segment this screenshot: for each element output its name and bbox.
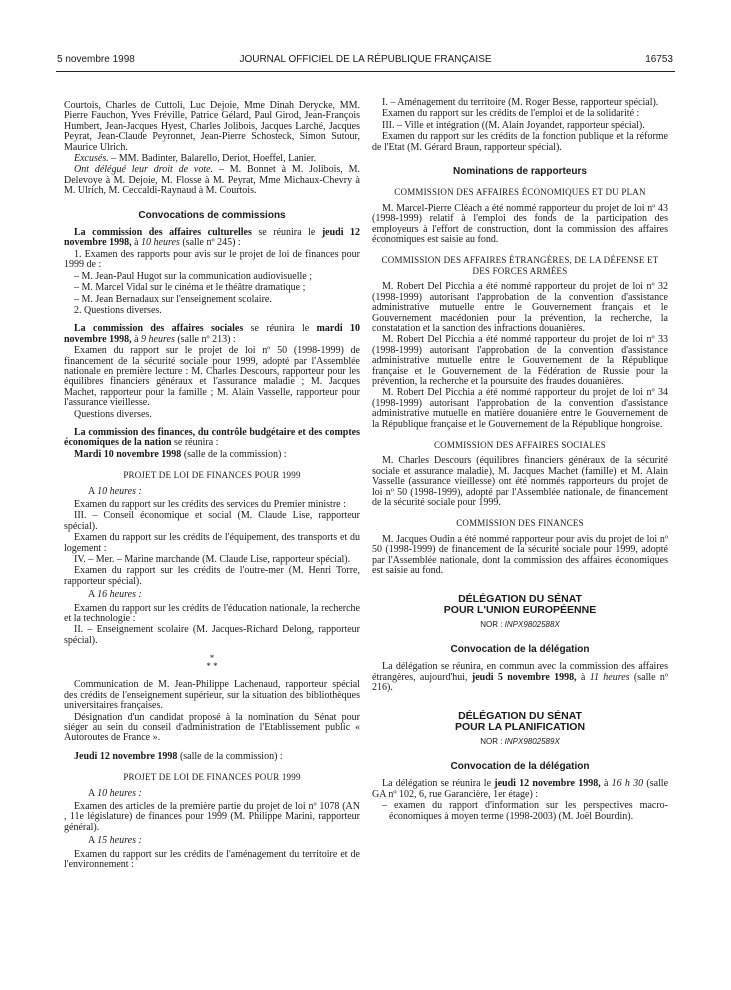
paragraph [64, 428, 360, 449]
text: M. Marcel-Pierre Cléach a été nommé rapporteur du projet de loi nº 43 (1998-1999) relatif à l'emploi des fonds de la participation des employeurs à l'effort de construction, dont la commission des affaires économiques est saisie au fond. [372, 202, 668, 246]
paragraph [372, 98, 668, 108]
issue-date: 5 novembre 1998 [57, 54, 135, 65]
italic-text: INPX9802588X [504, 620, 560, 630]
italic-text: 11 heures [589, 671, 630, 683]
text: POUR L'UNION EUROPÉENNE [443, 604, 597, 617]
section-heading [372, 645, 668, 655]
text: M. Robert Del Picchia a été nommé rapporteur du projet de loi nº 33 (1998-1999) autorisant l'approbation de la convention d'assistance administrative mutuelle entre le Gouvernement de la République française et le Gouvernement de la Fédération de Russie pour la prévention, la recherche et la poursuite des fraudes douanières. [372, 334, 668, 387]
paragraph [372, 388, 668, 430]
bold-text: La commission des affaires sociales [74, 323, 244, 335]
section-heading [64, 211, 360, 221]
text: I. – Aménagement du territoire (M. Roger Besse, rapporteur spécial). [382, 97, 659, 108]
text: (salle GA nº 102, 6, rue Garancière, 1er étage) : [372, 778, 669, 800]
text: Examen du rapport sur les crédits de l'aménagement du territoire et de l'environnement : [64, 848, 360, 870]
journal-title: JOURNAL OFFICIEL DE LA RÉPUBLIQUE FRANÇAISE [239, 54, 492, 65]
bold-text: La commission des affaires culturelles [74, 227, 252, 239]
nor-reference [372, 620, 668, 630]
text: Examen du rapport sur les crédits de l'emploi et de la solidarité : [382, 108, 640, 120]
text: M. Jacques Oudin a été nommé rapporteur pour avis du projet de loi nº 50 (1998-1999) de financement de la sécurité sociale pour 1999, adopté par l'Assemblée nationale, dont la commission des affaires économiques est saisie au fond. [372, 533, 668, 577]
text: (salle nº 213) : [174, 333, 236, 345]
paragraph [64, 154, 360, 164]
bold-text: La commission des finances, du contrôle budgétaire et des comptes économiques de la nation [64, 426, 360, 449]
time-heading [64, 789, 360, 799]
page-number: 16753 [645, 54, 673, 65]
text: se réunira le [243, 323, 317, 335]
time-heading [64, 590, 360, 600]
paragraph [64, 324, 360, 345]
text: La délégation se réunira, en commun avec la commission des affaires étrangères, aujourd'hui, [372, 661, 668, 683]
nor-reference [372, 737, 668, 747]
paragraph [64, 533, 360, 554]
subsection-heading [372, 187, 668, 197]
text: Communication de M. Jean-Philippe Lachenaud, rapporteur spécial des crédits de l'enseignement supérieur, sur la situation des bibliothèques universitaires françaises. [64, 679, 360, 712]
paragraph [372, 779, 668, 800]
text: Examen du rapport sur les crédits de la fonction publique et la réforme de l'Etat (M. Gérard Braun, rapporteur spécial). [372, 131, 668, 153]
bold-text: mardi 10 novembre 1998, [64, 323, 360, 345]
text: – MM. Badinter, Balarello, Deriot, Hoeffel, Lanier. [108, 153, 317, 165]
text: NOR : [480, 620, 505, 630]
text: à [600, 778, 612, 790]
text: * * [206, 661, 218, 672]
text: A [88, 589, 98, 601]
text: (salle de la commission) : [177, 750, 283, 762]
paragraph [372, 335, 668, 387]
subsection-heading [64, 470, 360, 480]
right-column [372, 98, 668, 823]
text: PROJET DE LOI DE FINANCES POUR 1999 [123, 470, 301, 481]
text: M. Charles Descours (équilibres financiers généraux de la sécurité sociale et assurance maladie), M. Jacques Machet (famille) et M. Alain Vasselle (assurance vieillesse) ont été nommés rapporteurs du projet de loi nº 50 (1998-1999), adopté par l'Assemblée nationale, de financement de la sécurité sociale pour 1999. [372, 455, 668, 508]
paragraph [372, 132, 668, 153]
paragraph [64, 625, 360, 646]
text: Examen du rapport sur le projet de loi nº 50 (1998-1999) de financement de la sécurité sociale pour 1999, adopté par l'Assemblée nationale en première lecture : M. Charles Descours, rapporteur pour les équilibres financiers généraux et l'assurance maladie ; M. Jacques Machet, rapporteur pour la famille ; M. Alain Vasselle, rapporteur pour l'assurance vieillesse. [64, 345, 360, 409]
paragraph [64, 604, 360, 625]
italic-text: 15 heures : [97, 835, 142, 847]
text: III. – Conseil économique et social (M. Claude Lise, rapporteur spécial). [64, 510, 360, 532]
text: Examen du rapport sur les crédits des services du Premier ministre : [74, 499, 346, 510]
section-heading [372, 167, 668, 177]
subsection-heading [372, 440, 668, 450]
paragraph [64, 713, 360, 744]
italic-text: 9 heures [141, 333, 175, 345]
text: Examen du rapport sur les crédits de l'outre-mer (M. Henri Torre, rapporteur spécial). [64, 565, 360, 587]
paragraph [64, 802, 360, 833]
paragraph [372, 456, 668, 508]
text: DÉLÉGATION DU SÉNAT [458, 710, 582, 723]
text: M. Robert Del Picchia a été nommé rapporteur du projet de loi nº 32 (1998-1999) autorisant l'approbation de la convention d'assistance administrative mutuelle entre le Gouvernement français et le Gouvernement macédonien pour la prévention, la recherche, la constatation et la sanction des infractions douanières. [372, 281, 668, 334]
italic-text: Excusés. [74, 153, 109, 165]
paragraph [372, 121, 668, 131]
paragraph [64, 566, 360, 587]
text: III. – Ville et intégration ((M. Alain Joyandet, rapporteur spécial). [382, 119, 645, 131]
text: A [88, 485, 98, 497]
list-item [69, 272, 360, 282]
text: Nominations de rapporteurs [453, 166, 587, 178]
paragraph [372, 662, 668, 693]
text: Examen du rapport sur les crédits de l'éducation nationale, la recherche et la technologie : [64, 602, 360, 625]
text: se réunira : [171, 437, 219, 449]
text: A [88, 787, 98, 799]
header-rule [56, 71, 675, 72]
text: Examen du rapport sur les crédits de l'équipement, des transports et du logement : [64, 532, 360, 554]
text: à [131, 237, 142, 249]
text: (salle nº 245) : [179, 237, 241, 249]
text: * [209, 653, 215, 664]
list-item [69, 283, 360, 293]
italic-text: 16 heures : [97, 589, 142, 601]
list-item [377, 801, 668, 822]
italic-text: Ont délégué leur droit de vote. [74, 164, 214, 176]
separator-asterisks [64, 654, 360, 670]
time-heading [64, 487, 360, 497]
text: Désignation d'un candidat proposé à la nomination du Sénat pour siéger au sein du conseil d'administration de l'Etablissement public « Autoroutes de France ». [64, 711, 360, 744]
text: Courtois, Charles de Cuttoli, Luc Dejoie, Mme Dinah Derycke, MM. Pierre Fauchon, Yves Fréville, Patrice Gélard, Paul Girod, Jean-François Humbert, Jean-Jacques Hyest, Charles Jolibois, Jacques Larché, Jacques Peyrat, Jean-Claude Peyronnet, Jean-Pierre Schosteck, Simon Sutour, Maurice Ulrich. [64, 100, 360, 153]
delegation-heading [372, 711, 668, 733]
paragraph [64, 346, 360, 408]
paragraph [64, 511, 360, 532]
text: – M. Jean-Paul Hugot sur la communication audiovisuelle ; [74, 270, 313, 282]
paragraph [372, 109, 668, 119]
text: à [131, 333, 142, 345]
delegation-heading [372, 594, 668, 616]
text: – M. Marcel Vidal sur le cinéma et le théâtre dramatique ; [74, 282, 306, 294]
bold-text: jeudi 5 novembre 1998, [471, 671, 577, 683]
text: – M. Bonnet à M. Jolibois, M. Delevoye à M. Dejoie, M. Flosse à M. Peyrat, Mme Michaux-Chevry à M. Ulrich, M. Ceccaldi-Raynaud à M. Courtois. [64, 164, 360, 197]
left-column [64, 101, 360, 871]
text: II. – Enseignement scolaire (M. Jacques-Richard Delong, rapporteur spécial). [64, 624, 360, 646]
time-heading [64, 836, 360, 846]
paragraph [64, 450, 360, 460]
text: se réunira le [251, 227, 322, 239]
section-heading [372, 762, 668, 772]
text: DÉLÉGATION DU SÉNAT [458, 593, 582, 606]
text: – examen du rapport d'information sur les perspectives macro-économiques à moyen terme (1998-2003) (M. Joël Bourdin). [382, 800, 668, 822]
text: (salle de la commission) : [181, 448, 287, 460]
bold-text: jeudi 12 novembre 1998, [494, 778, 601, 790]
paragraph [64, 306, 360, 316]
text: COMMISSION DES AFFAIRES ÉTRANGÈRES, DE LA DÉFENSE ET DES FORCES ARMÉES [381, 255, 659, 276]
text: – M. Jean Bernadaux sur l'enseignement scolaire. [74, 293, 272, 305]
paragraph [64, 680, 360, 711]
paragraph [372, 535, 668, 577]
paragraph [372, 282, 668, 334]
paragraph [64, 165, 360, 196]
text: COMMISSION DES AFFAIRES SOCIALES [433, 439, 607, 450]
text: à [576, 671, 590, 683]
text: Convocations de commissions [138, 209, 286, 221]
text: PROJET DE LOI DE FINANCES POUR 1999 [123, 772, 301, 783]
italic-text: 16 h 30 [611, 778, 644, 790]
text: 1. Examen des rapports pour avis sur le projet de loi de finances pour 1999 de : [64, 248, 360, 271]
text: A [88, 835, 98, 847]
text: M. Robert Del Picchia a été nommé rapporteur du projet de loi nº 34 (1998-1999) autorisant l'approbation de la convention d'assistance administrative mutuelle en matière douanière entre le Gouvernement de la République française et le Gouvernement de la République hongroise. [372, 387, 668, 430]
text: POUR LA PLANIFICATION [454, 721, 586, 734]
bold-text: Mardi 10 novembre 1998 [74, 448, 182, 460]
paragraph [64, 555, 360, 565]
text: COMMISSION DES AFFAIRES ÉCONOMIQUES ET DU PLAN [394, 187, 646, 198]
text: 2. Questions diverses. [74, 304, 162, 316]
text: Questions diverses. [74, 408, 152, 420]
text: NOR : [480, 737, 505, 747]
italic-text: 10 heures : [97, 787, 142, 799]
text: Convocation de la délégation [450, 760, 590, 772]
text: La délégation se réunira le [382, 778, 495, 790]
bold-text: jeudi 12 novembre 1998, [64, 227, 360, 249]
paragraph [64, 228, 360, 249]
bold-text: Jeudi 12 novembre 1998 [74, 750, 178, 762]
paragraph [64, 500, 360, 510]
paragraph [64, 410, 360, 420]
paragraph [372, 204, 668, 246]
paragraph [64, 752, 360, 762]
text: Convocation de la délégation [450, 643, 590, 655]
text: COMMISSION DES FINANCES [456, 518, 584, 529]
subsection-heading [372, 255, 668, 276]
italic-text: 10 heures : [97, 485, 142, 497]
text: (salle nº 216). [372, 671, 668, 694]
text: IV. – Mer. – Marine marchande (M. Claude Lise, rapporteur spécial). [74, 554, 351, 566]
italic-text: 10 heures [141, 237, 180, 249]
list-item [69, 295, 360, 305]
subsection-heading [64, 772, 360, 782]
paragraph [64, 850, 360, 871]
paragraph [64, 250, 360, 271]
text: Examen des articles de la première partie du projet de loi nº 1078 (AN , 11e législature) de finances pour 1999 (M. Philippe Marini, rapporteur général). [64, 800, 360, 833]
italic-text: INPX9802589X [504, 737, 560, 747]
subsection-heading [372, 518, 668, 528]
paragraph [64, 101, 360, 153]
